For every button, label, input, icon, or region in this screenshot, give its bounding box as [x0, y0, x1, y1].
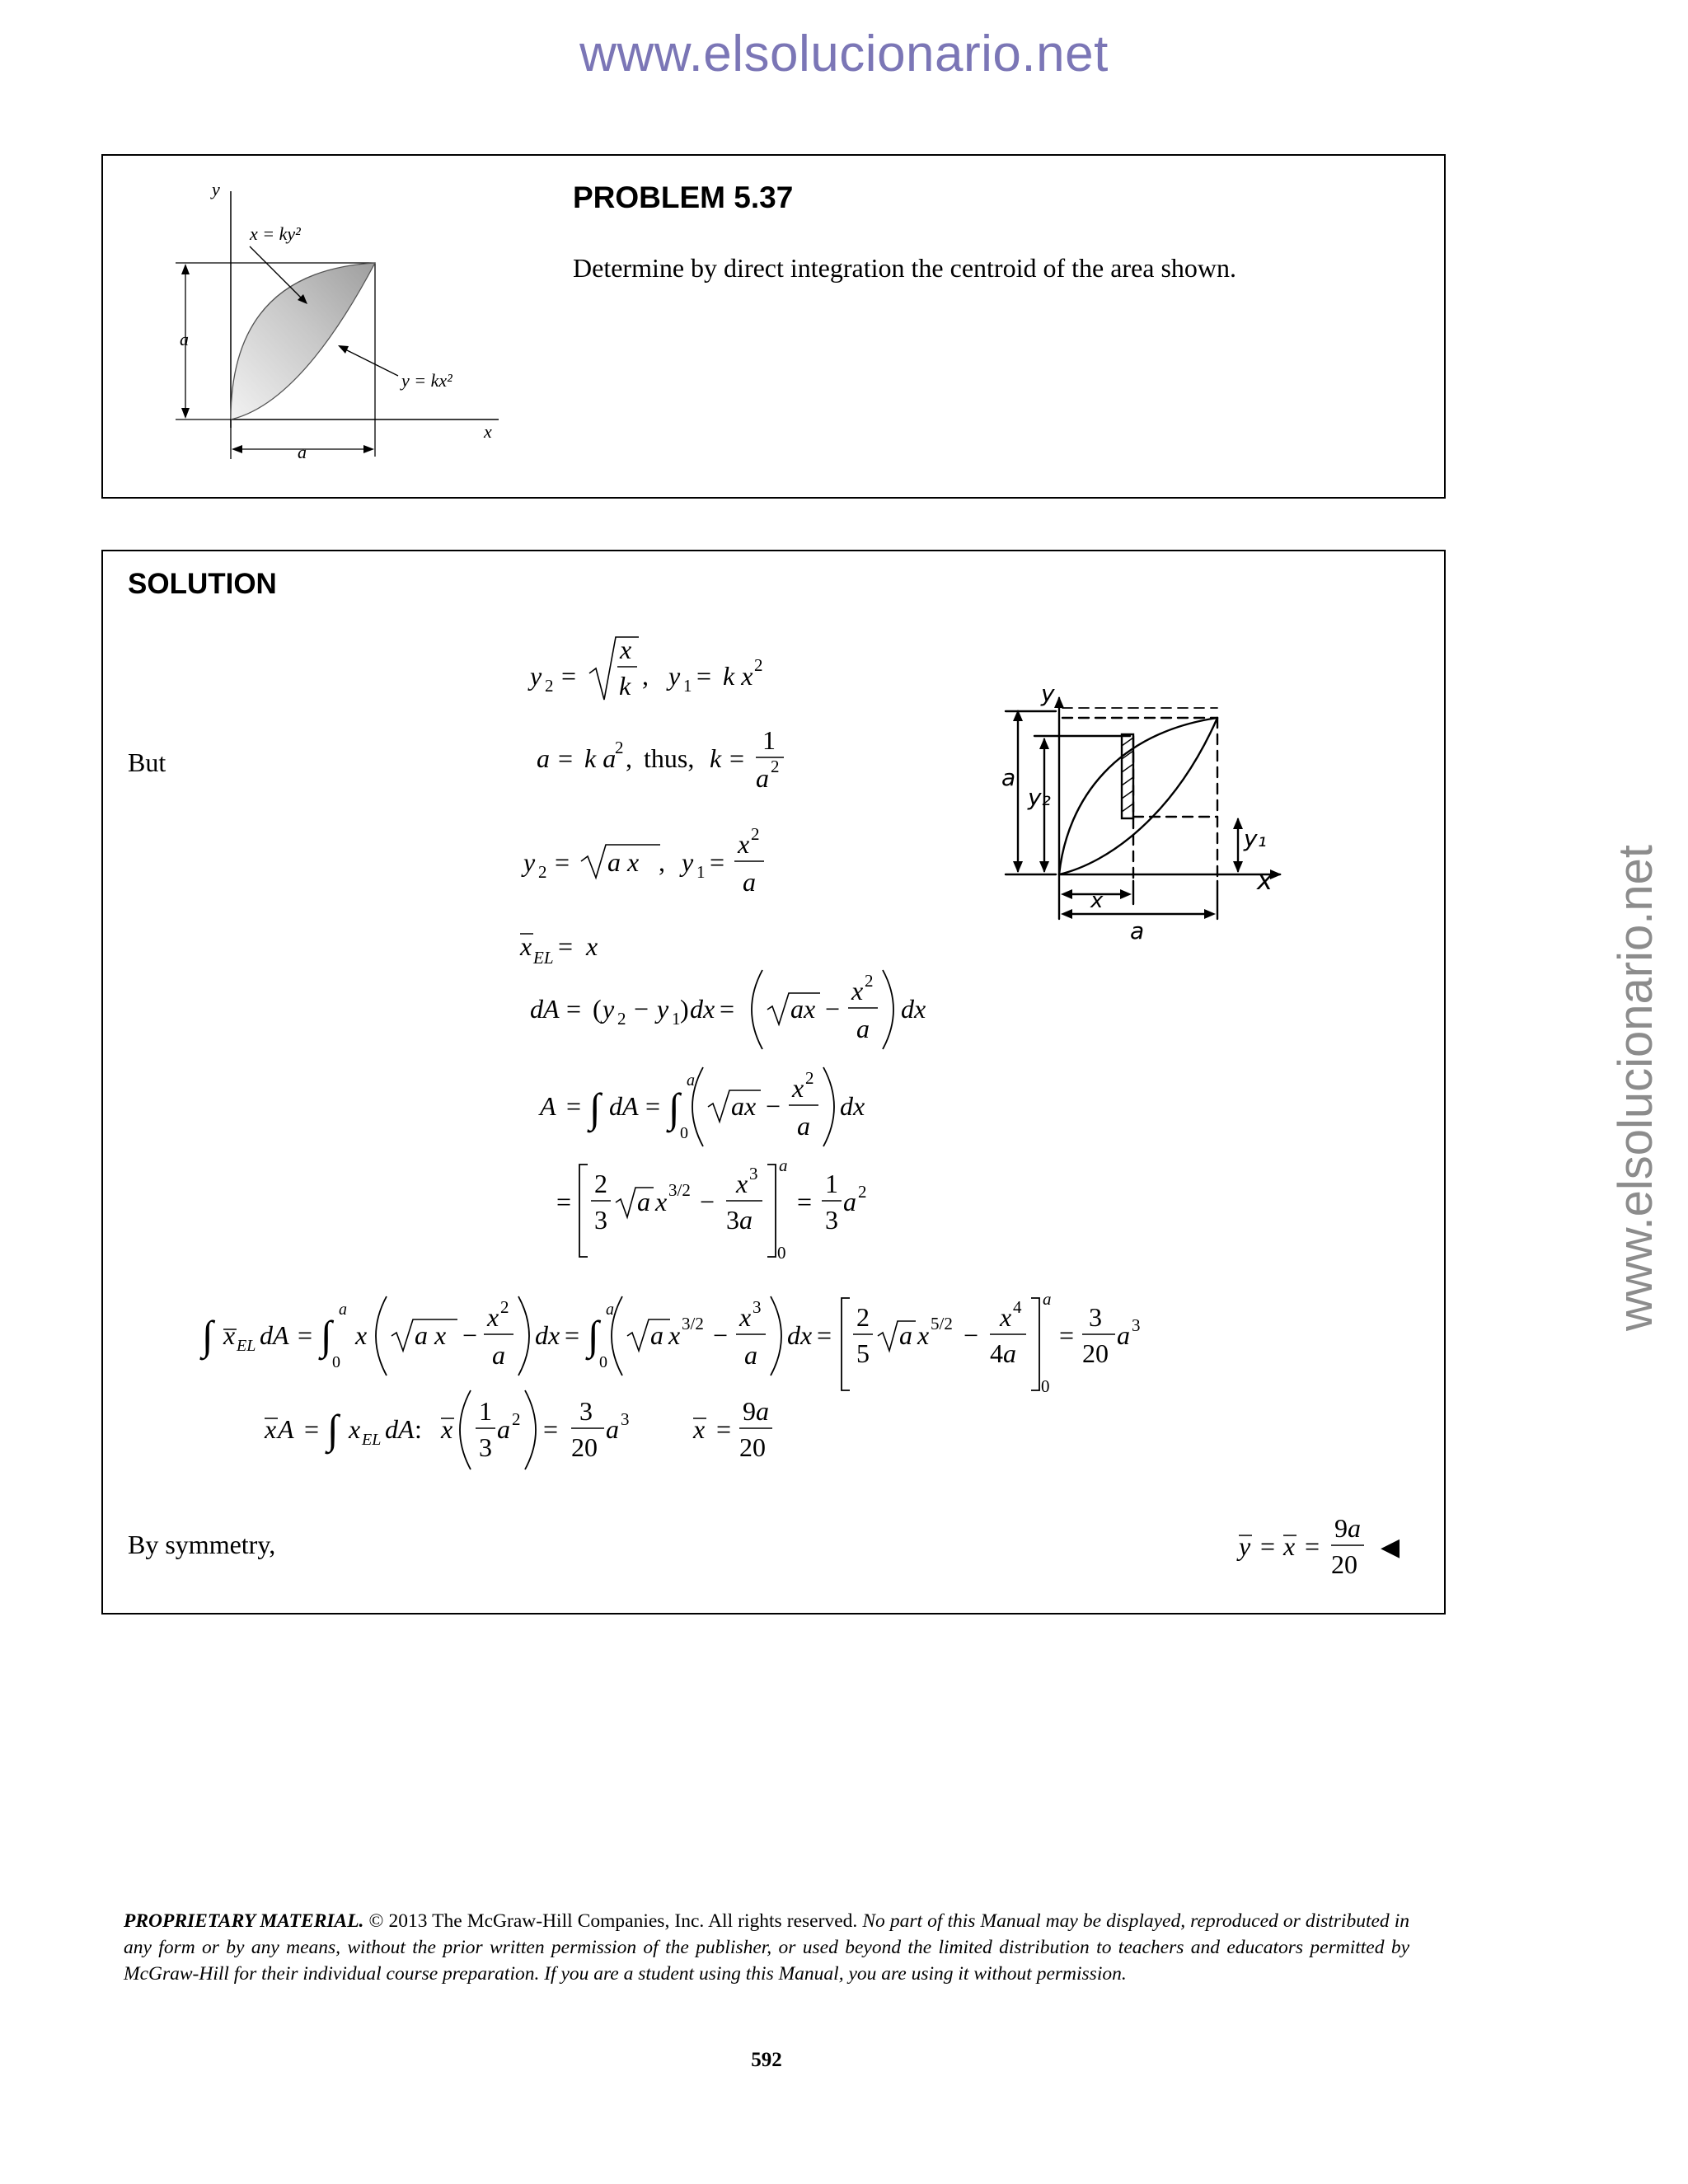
- svg-text:2: 2: [500, 1297, 509, 1317]
- svg-text:∫: ∫: [589, 1085, 601, 1131]
- watermark-top: www.elsolucionario.net: [579, 26, 1109, 82]
- svg-text:a: a: [637, 1187, 650, 1216]
- svg-text:−: −: [825, 994, 841, 1024]
- svg-text:k: k: [710, 743, 722, 773]
- svg-text:9: 9: [743, 1396, 756, 1426]
- svg-text:,: ,: [626, 743, 632, 773]
- svg-text:x: x: [739, 1302, 752, 1332]
- svg-text:2: 2: [617, 1009, 626, 1029]
- svg-text:3: 3: [621, 1409, 630, 1429]
- svg-text:EL: EL: [362, 1431, 382, 1449]
- svg-text:=: =: [729, 743, 745, 773]
- svg-text:a: a: [1043, 1289, 1052, 1309]
- svg-text:a: a: [739, 1205, 753, 1235]
- svg-text:x: x: [265, 1414, 277, 1444]
- svg-text:dx: dx: [840, 1091, 865, 1121]
- svg-text:EL: EL: [533, 948, 554, 968]
- svg-text:20: 20: [571, 1432, 598, 1462]
- svg-text:=: =: [561, 661, 577, 691]
- svg-text:2: 2: [615, 738, 624, 757]
- svg-text:−: −: [462, 1320, 478, 1350]
- svg-text:x: x: [441, 1414, 453, 1444]
- svg-text:A: A: [278, 1414, 294, 1444]
- problem-box: [101, 154, 1446, 499]
- svg-text:2: 2: [771, 757, 780, 776]
- svg-text:5/2: 5/2: [931, 1314, 953, 1333]
- svg-text:ax: ax: [731, 1091, 757, 1121]
- notice-text: No part of this Manual may be displayed, reproduced or distributed in any form or by any means, without the prior written permission of the publisher, or used beyond the limited distribution to teachers and educators permitted by McGraw-Hill for their individual course preparation. If you are a student using this Manual, you are using it without permission.: [124, 1910, 1410, 1985]
- copyright-text: © 2013 The McGraw-Hill Companies, Inc. All rights reserved.: [368, 1910, 858, 1932]
- svg-text:3: 3: [594, 1205, 607, 1235]
- svg-text:dA: dA: [609, 1091, 639, 1121]
- svg-text:2: 2: [751, 824, 760, 844]
- svg-text:3: 3: [749, 1164, 758, 1183]
- svg-text:=: =: [1260, 1531, 1276, 1561]
- svg-text:3: 3: [825, 1205, 838, 1235]
- svg-text:a: a: [744, 1340, 757, 1370]
- svg-text:5: 5: [856, 1338, 870, 1368]
- problem-title: PROBLEM 5.37: [573, 180, 794, 214]
- svg-text:=: =: [797, 1187, 813, 1216]
- svg-text:=: =: [710, 847, 725, 877]
- svg-text:,: ,: [659, 847, 665, 877]
- svg-text:a: a: [1348, 1513, 1361, 1543]
- sketch-lower-curve: [1059, 718, 1217, 874]
- sketch-a-bottom: a: [1130, 917, 1145, 944]
- svg-text:dx: dx: [901, 994, 926, 1024]
- svg-text:3/2: 3/2: [668, 1180, 691, 1200]
- svg-text:=: =: [304, 1414, 320, 1444]
- svg-text:2: 2: [594, 1169, 607, 1198]
- svg-text:2: 2: [512, 1409, 521, 1429]
- lower-curve-label: y = kx²: [401, 370, 452, 391]
- solution-sketch: [103, 551, 1446, 1615]
- svg-text:a: a: [856, 1014, 870, 1043]
- svg-text:=: =: [716, 1414, 732, 1444]
- svg-text:x: x: [520, 931, 532, 961]
- svg-text:y: y: [530, 661, 542, 691]
- svg-text:20: 20: [1331, 1549, 1357, 1579]
- svg-text:(: (: [593, 994, 602, 1024]
- svg-text:2: 2: [805, 1068, 814, 1088]
- svg-text:−: −: [713, 1320, 729, 1350]
- svg-text:a: a: [779, 1155, 788, 1175]
- proprietary-notice: [124, 1908, 1409, 1987]
- figure-width-label: a: [298, 442, 307, 462]
- svg-text:x: x: [738, 829, 750, 859]
- sketch-strip: [1122, 734, 1133, 818]
- svg-text:x: x: [851, 976, 864, 1005]
- svg-text:3: 3: [1132, 1315, 1141, 1335]
- svg-text:k x: k x: [723, 661, 753, 691]
- svg-text:a: a: [1003, 1338, 1016, 1368]
- svg-text:=: =: [298, 1320, 313, 1350]
- shaded-area: [231, 263, 375, 419]
- svg-text:a: a: [756, 763, 769, 793]
- svg-text:dx: dx: [690, 994, 715, 1024]
- solution-box: [101, 550, 1446, 1615]
- svg-text:x: x: [586, 931, 598, 961]
- svg-text:A: A: [540, 1091, 556, 1121]
- svg-text:1: 1: [479, 1396, 492, 1426]
- svg-text:a: a: [606, 1414, 619, 1444]
- svg-text:9: 9: [1334, 1513, 1348, 1543]
- svg-text:1: 1: [762, 725, 776, 755]
- svg-text:a: a: [797, 1111, 810, 1141]
- page-number: 592: [751, 2049, 782, 2071]
- svg-text:x: x: [355, 1320, 368, 1350]
- svg-text:): ): [680, 994, 689, 1024]
- svg-text:=: =: [645, 1091, 661, 1121]
- svg-text::: :: [415, 1414, 422, 1444]
- svg-text:0: 0: [777, 1243, 786, 1263]
- svg-text:∫: ∫: [327, 1406, 339, 1452]
- svg-text:x: x: [223, 1320, 236, 1350]
- svg-text:a: a: [743, 867, 756, 897]
- svg-text:=: =: [1059, 1320, 1075, 1350]
- svg-text:4: 4: [1013, 1297, 1022, 1317]
- svg-text:0: 0: [680, 1124, 688, 1142]
- solution-title: SOLUTION: [128, 568, 277, 600]
- svg-text:a: a: [606, 1301, 614, 1319]
- svg-text:dx: dx: [535, 1320, 560, 1350]
- svg-text:0: 0: [1041, 1376, 1050, 1396]
- figure-y-label: y: [212, 179, 220, 199]
- svg-text:=: =: [566, 1091, 582, 1121]
- svg-text:a: a: [843, 1187, 856, 1216]
- svg-text:3: 3: [753, 1297, 762, 1317]
- svg-text:=: =: [566, 994, 582, 1024]
- svg-text:4: 4: [990, 1338, 1003, 1368]
- svg-text:y: y: [1239, 1531, 1251, 1561]
- sketch-y1-label: y₁: [1244, 825, 1267, 852]
- problem-figure: [103, 156, 565, 494]
- svg-text:0: 0: [599, 1353, 607, 1371]
- svg-text:a: a: [339, 1301, 347, 1319]
- svg-text:1: 1: [672, 1009, 681, 1029]
- svg-text:20: 20: [1082, 1338, 1109, 1368]
- svg-text:2: 2: [865, 971, 874, 991]
- svg-text:x: x: [917, 1320, 930, 1350]
- svg-text:x: x: [792, 1073, 804, 1103]
- sketch-x-label: x: [1257, 865, 1273, 896]
- figure-x-label: x: [484, 421, 492, 442]
- svg-text:3: 3: [479, 1432, 492, 1462]
- svg-text:x: x: [655, 1187, 668, 1216]
- svg-text:a x: a x: [607, 847, 640, 877]
- svg-text:y: y: [657, 994, 669, 1024]
- svg-text:,: ,: [642, 661, 649, 691]
- svg-text:x: x: [668, 1320, 681, 1350]
- svg-text:EL: EL: [237, 1337, 256, 1355]
- svg-text:thus,: thus,: [644, 743, 695, 773]
- svg-text:a: a: [650, 1320, 663, 1350]
- svg-text:=: =: [720, 994, 735, 1024]
- svg-text:y: y: [668, 661, 681, 691]
- proprietary-label: PROPRIETARY MATERIAL.: [124, 1910, 364, 1932]
- svg-text:dA: dA: [385, 1414, 415, 1444]
- svg-text:x: x: [693, 1414, 706, 1444]
- sketch-y2-label: y₂: [1028, 784, 1051, 811]
- svg-text:dA: dA: [260, 1320, 289, 1350]
- svg-text:−: −: [964, 1320, 979, 1350]
- svg-text:2: 2: [545, 676, 554, 696]
- svg-text:a: a: [492, 1340, 505, 1370]
- svg-text:dA: dA: [530, 994, 560, 1024]
- sketch-x-dim: x: [1090, 888, 1104, 913]
- svg-text:2: 2: [754, 655, 763, 675]
- svg-text:∫: ∫: [321, 1312, 332, 1358]
- svg-text:∫: ∫: [202, 1312, 213, 1358]
- svg-text:2: 2: [538, 862, 547, 882]
- svg-text:=: =: [555, 847, 570, 877]
- svg-text:2: 2: [858, 1182, 867, 1202]
- svg-text:∫: ∫: [668, 1085, 680, 1131]
- result-marker: ◀: [1381, 1534, 1400, 1561]
- svg-text:=: =: [543, 1414, 559, 1444]
- svg-text:20: 20: [739, 1432, 766, 1462]
- svg-text:−: −: [766, 1091, 781, 1121]
- svg-text:x: x: [736, 1169, 748, 1198]
- svg-text:a: a: [687, 1071, 695, 1090]
- svg-text:3: 3: [726, 1205, 739, 1235]
- svg-text:0: 0: [332, 1353, 340, 1371]
- svg-text:=: =: [565, 1320, 580, 1350]
- sketch-y-label: y: [1041, 680, 1055, 707]
- svg-text:=: =: [696, 661, 712, 691]
- svg-text:a: a: [899, 1320, 912, 1350]
- svg-text:a x: a x: [415, 1320, 447, 1350]
- svg-text:∫: ∫: [588, 1312, 599, 1358]
- svg-text:y: y: [603, 994, 615, 1024]
- svg-text:−: −: [700, 1187, 715, 1216]
- svg-text:k a: k a: [584, 743, 617, 773]
- upper-curve-label: x = ky²: [250, 223, 301, 244]
- svg-text:=: =: [558, 743, 574, 773]
- svg-text:x: x: [1000, 1302, 1012, 1332]
- svg-text:=: =: [558, 931, 574, 961]
- watermark-side: www.elsolucionario.net: [1609, 845, 1662, 1331]
- svg-text:y: y: [682, 847, 694, 877]
- svg-text:a: a: [537, 743, 550, 773]
- svg-text:a: a: [497, 1414, 510, 1444]
- symmetry-label: By symmetry,: [128, 1530, 276, 1559]
- svg-text:=: =: [1305, 1531, 1320, 1561]
- svg-text:x: x: [349, 1414, 361, 1444]
- figure-height-label: a: [180, 329, 189, 349]
- svg-text:a: a: [756, 1396, 769, 1426]
- but-label: But: [128, 748, 166, 777]
- sketch-a-left: a: [1001, 764, 1016, 791]
- svg-text:3: 3: [579, 1396, 593, 1426]
- svg-text:a: a: [1117, 1320, 1130, 1350]
- svg-text:x: x: [1283, 1531, 1296, 1561]
- svg-text:x: x: [487, 1302, 499, 1332]
- svg-text:x: x: [620, 635, 632, 664]
- svg-text:k: k: [619, 671, 631, 701]
- svg-text:1: 1: [825, 1169, 838, 1198]
- svg-text:=: =: [817, 1320, 832, 1350]
- svg-text:ax: ax: [790, 994, 816, 1024]
- svg-text:dx: dx: [787, 1320, 813, 1350]
- svg-text:−: −: [634, 994, 649, 1024]
- svg-text:1: 1: [683, 676, 692, 696]
- svg-text:y: y: [523, 847, 536, 877]
- svg-text:1: 1: [696, 862, 706, 882]
- svg-text:=: =: [556, 1187, 572, 1216]
- problem-statement: Determine by direct integration the centroid of the area shown.: [573, 253, 1237, 283]
- svg-text:3/2: 3/2: [682, 1314, 704, 1333]
- svg-text:3: 3: [1089, 1302, 1102, 1332]
- svg-text:2: 2: [856, 1302, 870, 1332]
- sketch-upper-curve: [1059, 718, 1217, 874]
